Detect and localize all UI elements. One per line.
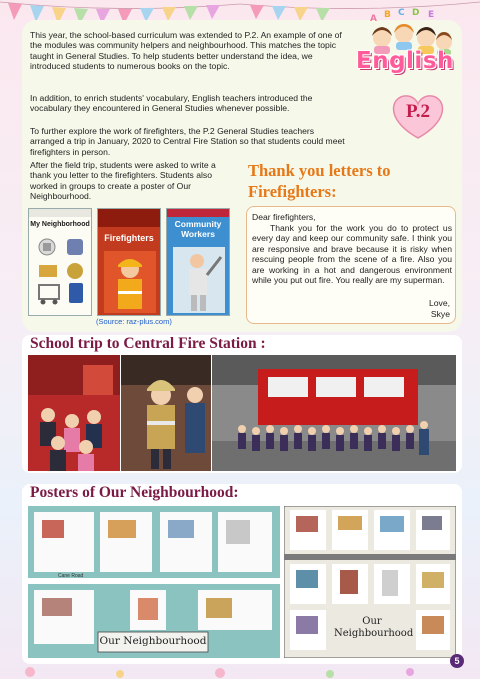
letter-signature: Skye: [430, 309, 450, 319]
trip-photo-group-fire-station: [212, 355, 456, 471]
book1-title: My Neighborhood: [30, 221, 90, 228]
letter-c: C: [398, 8, 405, 18]
letter-e: E: [428, 10, 435, 20]
poster2-caption-line2: Neighbourhood: [334, 628, 414, 639]
book3-title: Community Workers: [174, 219, 222, 239]
grade-label: P.2: [405, 101, 431, 122]
letter-closing: Love,: [428, 298, 450, 308]
book2-title: Firefighters: [104, 233, 154, 243]
trip-photo-firefighter-uniform: [121, 355, 211, 471]
footer-decoration: [0, 662, 480, 679]
intro-paragraph-1: This year, the school-based curriculum was extended to P.2. An example of one of the modules was community helpers and neighbourhood. This matches the topic taught in General Studies. To help students better understand the idea, we introduced students to numerous books on the topic.: [30, 30, 342, 72]
worker-icon: [173, 247, 225, 313]
letter-d: D: [412, 8, 420, 18]
letter-b: B: [384, 10, 391, 20]
book-cover-firefighters: [97, 208, 161, 316]
trip-photo-students-engine: [28, 355, 120, 471]
thank-you-letter: [252, 212, 452, 286]
firefighter-icon: [104, 251, 156, 313]
poster2-caption-line1: Our: [362, 616, 382, 627]
poster2-caption: [334, 616, 414, 640]
poster-our-neighbourhood-1: [28, 506, 280, 658]
intro-paragraph-4: After the field trip, students were asked to write a thank you letter to the firefighters. Students also worked in groups to create a poster of Our Neighbourhood.: [30, 160, 216, 202]
neighborhood-items-icon: [33, 235, 89, 309]
letters-heading: Thank you letters to Firefighters:: [248, 161, 391, 201]
intro-paragraph-3: To further explore the work of firefighters, the P.2 General Studies teachers arranged a trip in January, 2020 to Central Fire Station so that students could meet firefighters in person.: [30, 126, 345, 157]
letter-a: A: [370, 14, 377, 24]
page-number: 5: [450, 654, 464, 668]
intro-paragraph-2: In addition, to enrich students' vocabulary, English teachers introduced the vocabulary they encountered in General Studies whenever possible.: [30, 93, 313, 114]
book-cover-my-neighborhood: [28, 208, 92, 316]
poster1-caption: Our Neighbourhood: [99, 635, 207, 647]
subject-title: English: [356, 48, 454, 74]
poster1-road-label: Cane Road: [58, 573, 84, 579]
school-trip-heading: School trip to Central Fire Station :: [30, 335, 266, 352]
book-cover-community-workers: [166, 208, 230, 316]
poster-our-neighbourhood-2: [284, 506, 456, 658]
letter-body: Thank you for the work you do to protect us every day and keep our community safe. I think you are responsive and brave because it is risky when rescuing people from the scene of a fire. Also you are working in a hot and dangerous environment while you put out fire. You really are my superman.: [252, 222, 452, 285]
books-source: (Source: raz-plus.com): [96, 317, 172, 326]
posters-heading: Posters of Our Neighbourhood:: [30, 484, 239, 501]
letter-greeting: Dear firefighters,: [252, 212, 316, 222]
